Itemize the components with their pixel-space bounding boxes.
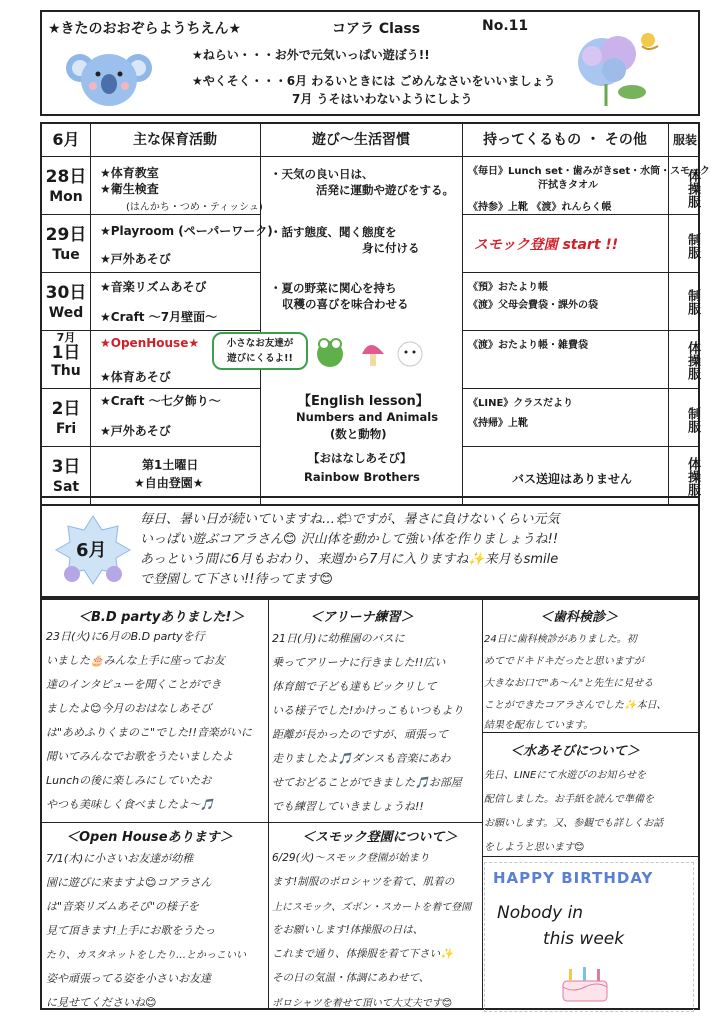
uniform-cell: 制服 (685, 289, 700, 315)
play-header: 遊び～生活習慣 (312, 132, 410, 148)
note-line: やつも美味しく食べましたよ～🎵 (46, 798, 214, 811)
note-line: 走りましたよ🎵ダンスも音楽にあわ (272, 752, 451, 765)
english-line: Numbers and Animals (296, 410, 439, 424)
uniform-cell: 制服 (685, 407, 700, 433)
note-line: 乗ってアリーナに行きました!!広い (272, 656, 446, 669)
note-line: たり、カスタネットをしたり…とかっこいい (46, 950, 246, 961)
activity-item: ★Craft ～七夕飾り～ (100, 394, 221, 408)
smock-start-note: スモック登園 start !! (474, 237, 619, 253)
note-line: ましたよ😊今月のおはなしあそび (46, 702, 212, 715)
message-line: で登園して下さい!!待ってます😊 (140, 572, 333, 587)
date-cell: 2日 Fri (51, 399, 81, 437)
date-cell: 7月 1日 Thu (51, 331, 81, 379)
note-line: ます!制服のポロシャツを着て、肌着の (272, 876, 455, 888)
note-line: 先日、LINEにて水遊びのお知らせを (484, 770, 647, 781)
issue-number: No.11 (482, 18, 529, 34)
bring-header: 持ってくるもの ・ その他 (483, 132, 647, 148)
cake-icon (555, 959, 615, 1007)
note-line: 大きなお口で"あ～ん"と先生に見せる (484, 678, 654, 689)
activity-item: ★戸外あそび (100, 252, 171, 266)
activity-item: ★体育あそび (100, 370, 171, 384)
note-line: 7/1(木)に小さいお友達が幼稚 (46, 852, 194, 865)
bring-item: 《預》おたより帳 (468, 282, 548, 293)
month-header: 6月 (52, 130, 80, 149)
activity-item: ★Craft ～7月壁面～ (100, 310, 218, 324)
message-line: いっぱい遊ぶコアラさん😊 沢山体を動かして強い体を作りましょうね!! (140, 532, 559, 547)
message-line: 毎日、暑い日が続いていますね…🌤ですが、暑さに負けないくらい元気 (140, 512, 560, 527)
class-name: コアラ Class (332, 21, 421, 37)
english-line: (数と動物) (330, 427, 387, 441)
note-title-smock: ＜スモック登園について＞ (302, 830, 458, 845)
bring-item: 《持帰》上靴 (468, 418, 528, 429)
note-title-openhouse: ＜Open Houseあります＞ (66, 830, 233, 845)
uniform-cell: 体操服 (685, 340, 700, 380)
activity-item: 第1土曜日 (142, 458, 199, 472)
promise-june: ★やくそく・・・6月 わるいときには ごめんなさいをいいましょう (192, 74, 556, 88)
activity-item: ★体育教室 (100, 166, 159, 180)
note-line: Lunchの後に楽しみにしていたお (46, 774, 212, 787)
uniform-cell: 制服 (685, 233, 700, 259)
note-line: 上にスモック、ズボン・スカートを着て登園 (272, 902, 472, 913)
bring-item: 《渡》おたより帳・雑費袋 (468, 340, 588, 351)
note-line: いる様子でした!かけっこもいつもより (272, 704, 464, 717)
note-title-waterplay: ＜水あそびについて＞ (510, 744, 640, 759)
note-line: 園に遊びに来ますよ😊コアラさん (46, 876, 212, 889)
june-badge-label: 6月 (76, 540, 107, 561)
birthday-line-1: Nobody in (497, 903, 584, 923)
date-cell: 30日 Wed (45, 283, 87, 321)
note-line: に見せてくださいね😊 (46, 996, 157, 1009)
play-goal: 活発に運動や遊びをする。 (316, 183, 454, 197)
note-line: 体育館で子ども達もビックリして (272, 680, 437, 693)
promise-july: 7月 うそはいわないようにしよう (292, 92, 473, 106)
note-line: 距離が長かったのですが、頑張って (272, 728, 448, 741)
note-line: は"あめふりくまのこ"でした!!音楽がいに (46, 726, 252, 739)
play-goal: 身に付ける (362, 241, 420, 255)
note-line: をしようと思います😊 (484, 842, 585, 853)
note-line: 姿や頑張ってる姿を小さいお友達 (46, 972, 211, 985)
note-line: は"音楽リズムあそび"の様子を (46, 900, 199, 913)
play-goal: 収穫の喜びを味合わせる (282, 297, 409, 311)
activity-item: ★衛生検査 (100, 182, 159, 196)
uniform-header: 服装 (672, 133, 697, 147)
birthday-banner: HAPPY BIRTHDAY (493, 869, 654, 887)
weekly-schedule-table (40, 122, 710, 506)
no-bus-note: バス送迎はありません (512, 472, 633, 486)
story-line: Rainbow Brothers (304, 470, 420, 484)
uniform-cell: 体操服 (685, 168, 700, 208)
note-line: ことができたコアラさんでした✨本日、 (484, 700, 667, 711)
play-goal: ・天気の良い日は、 (270, 167, 374, 181)
bring-item: 《LINE》クラスだより (468, 398, 573, 409)
bring-item: 汗拭きタオル (538, 180, 598, 191)
message-line: あっという間に6月もおわり、来週から7月に入りますね✨来月もsmile (140, 552, 559, 567)
note-line: 配信しました。お手紙を読んで準備を (484, 794, 654, 805)
play-goal: ・夏の野菜に関心を持ち (270, 281, 397, 295)
activity-item: ★自由登園★ (134, 476, 204, 490)
note-line: 聞いてみんなでお歌をうたいましたよ (46, 750, 233, 763)
english-title: 【English lesson】 (298, 394, 429, 409)
story-title: 【おはなしあそび】 (308, 451, 412, 465)
note-line: ポロシャツを着せて頂いて大丈夫です😊 (272, 998, 453, 1009)
activities-header: 主な保育活動 (133, 132, 217, 148)
note-line: これまで通り、体操服を着て下さい✨ (272, 948, 454, 960)
koala-illustration (64, 42, 154, 110)
header-box (40, 10, 700, 116)
bring-item: 《渡》父母会費袋・課外の袋 (468, 300, 598, 311)
note-line: 達のインタビューを聞くことができ (46, 678, 222, 691)
note-line: 23日(火)に6月のB.D partyを行 (46, 630, 205, 643)
frog-mushroom-dog-icons (310, 332, 430, 372)
note-line: 21日(月)に幼稚園のバスに (272, 632, 405, 645)
note-line: 見て頂きます!上手にお歌をうたっ (46, 924, 216, 937)
note-line: をお願いします!体操服の日は、 (272, 924, 424, 936)
date-cell: 3日 Sat (51, 457, 81, 495)
note-title-arena: ＜アリーナ練習＞ (310, 610, 414, 625)
note-line: その日の気温・体調にあわせて、 (272, 972, 430, 984)
aim-text: ★ねらい・・・お外で元気いっぱい遊ぼう!! (192, 48, 430, 62)
activity-item: ★Playroom (ペーパーワーク) (100, 224, 273, 238)
bring-item: 《毎日》Lunch set・歯みがきset・水筒・スモック (468, 166, 710, 177)
date-cell: 28日 Mon (45, 167, 87, 205)
note-line: お願いします。又、参観でも詳しくお話 (484, 818, 664, 829)
activity-note: (はんかち・つめ・ティッシュ) (126, 202, 263, 213)
school-name: ★きたのおおぞらようちえん★ (48, 21, 242, 37)
uniform-cell: 体操服 (685, 456, 700, 496)
date-cell: 29日 Tue (45, 225, 87, 263)
openhouse-bubble: 小さなお友達が 遊びにくるよ!! (212, 332, 308, 370)
note-title-bdparty: ＜B.D partyありました!＞ (78, 610, 245, 625)
newsletter-page (40, 10, 710, 1010)
note-line: 結果を配布しています。 (484, 720, 594, 731)
note-line: いました🎂みんな上手に座ってお友 (46, 654, 225, 667)
note-line: 24日に歯科検診がありました。初 (484, 634, 637, 645)
note-title-dental: ＜歯科検診＞ (540, 610, 619, 625)
play-goal: ・話す態度、聞く態度を (270, 225, 397, 239)
birthday-box (484, 862, 694, 1012)
bring-item: 《持参》上靴 《渡》れんらく帳 (468, 202, 612, 213)
note-line: めてでドキドキだったと思いますが (484, 656, 644, 667)
activity-item: ★OpenHouse★ (100, 336, 200, 350)
teacher-message-box (40, 496, 700, 598)
birthday-line-2: this week (543, 929, 625, 949)
note-line: でも練習していきましょうね!! (272, 800, 424, 813)
note-line: 6/29(火)～スモック登園が始まり (272, 852, 430, 864)
hydrangea-illustration (562, 26, 672, 110)
activity-item: ★音楽リズムあそび (100, 280, 207, 294)
note-line: せておどることができました🎵お部屋 (272, 776, 462, 789)
activity-item: ★戸外あそび (100, 424, 171, 438)
